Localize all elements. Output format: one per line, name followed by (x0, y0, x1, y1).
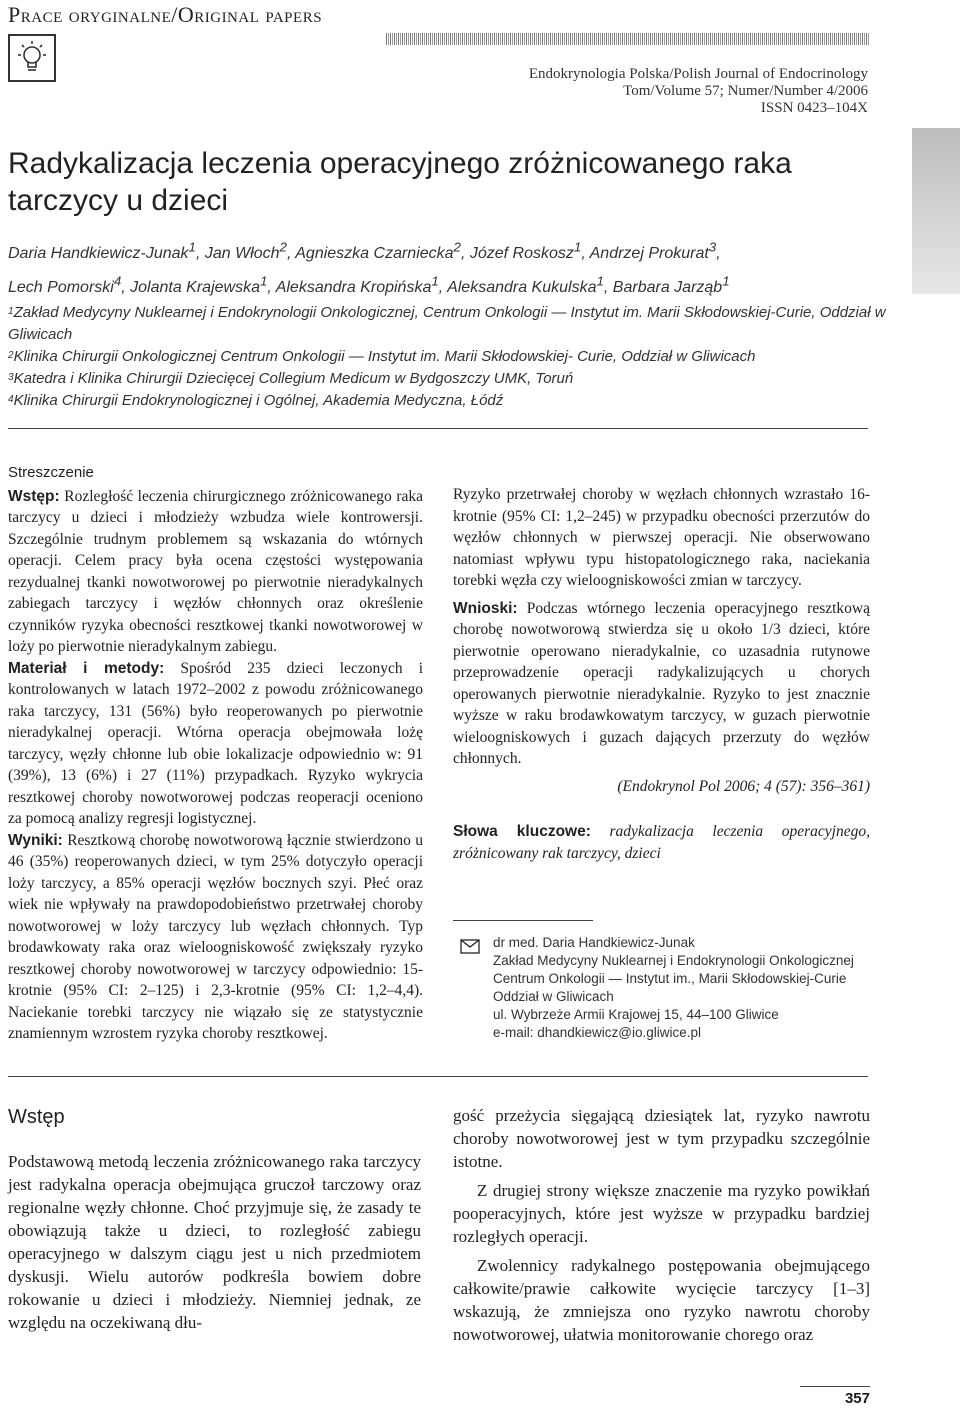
affiliation: $^1$Zakład Medycyny Nuklearnej i Endokrynologii Onkologicznej, Centrum Onkologii — Instytut im. Marii Skłodowskiej-Curie, Oddział w Gliwicach (8, 304, 886, 343)
correspondence-email: e-mail: dhandkiewicz@io.gliwice.pl (493, 1025, 702, 1040)
divider (8, 1076, 868, 1077)
author: Andrzej Prokurat$^3$, (589, 240, 721, 263)
affiliation-list (8, 302, 888, 412)
envelope-icon (455, 935, 485, 959)
author: Aleksandra Kukulska$^1$, (447, 273, 613, 296)
author: Barbara Jarząb$^1$ (612, 273, 730, 296)
intro-paragraph: Z drugiej strony większe znaczenie ma ryzyko powikłań pooperacyjnych, które jest wyższe w przypadku bardziej rozległych operacji. (453, 1181, 870, 1246)
divider (8, 428, 868, 429)
author-list (8, 234, 888, 301)
abstract-methods: Materiał i metody: Spośród 235 dzieci leczonych i kontrolowanych w latach 1972–2002 z powodu zróżnicowanego raka tarczycy, 131 (56%) było reoperowanych po pierwotnie nieradykalnej operacji. Wtórna operacja obejmowała lożę tarczycy, węzły chłonne lub obie lokalizacje odpowiednio w: 91 (39%), 13 (6%) i 27 (11%) przypadkach. Ryzyko wykrycia resztkowej choroby nowotworowej podczas reoperacji oceniono za pomocą analizy regresji logistycznej. (8, 659, 423, 827)
correspondence-line: ul. Wybrzeże Armii Krajowej 15, 44–100 Gliwice (493, 1007, 779, 1022)
intro-paragraph: gość przeżycia sięgającą dziesiątek lat, ryzyko nawrotu choroby nowotworowej jest w tym przypadku szczególnie istotne. (453, 1106, 870, 1171)
affiliation: $^4$Klinika Chirurgii Endokrynologicznej i Ogólnej, Akademia Medyczna, Łódź (8, 392, 504, 409)
header-stripe (386, 33, 870, 45)
abstract-left-column (8, 462, 423, 1045)
intro-left-column (8, 1150, 421, 1334)
intro-paragraph: Zwolennicy radykalnego postępowania obejmującego całkowite/prawie całkowite wycięcie tarczycy [1–3] wskazują, że zmniejsza ono ryzyko nawrotu choroby nowotworowej, ułatwia monitorowanie chorego oraz (453, 1256, 870, 1344)
journal-issn: ISSN 0423–104X (760, 100, 868, 116)
author: Jan Włoch$^2$, (204, 240, 296, 263)
abstract-conclusions: Wnioski: Podczas wtórnego leczenia operacyjnego resztkową chorobę nowotworową stwierdza się u około 1/3 dzieci, które pierwotnie operowano nieradykalnie, co uzasadnia rutynowe przeprowadzenie operacji radykalizujących u chorych operowanych pierwotnie nieradykalnie. Ryzyko to jest znacznie wyższe w raku brodawkowatym tarczycy, w guzach pierwotnie wieloogniskowych i guzach dających przerzuty do węzłów chłonnych. (453, 599, 870, 767)
correspondence-rule (453, 920, 593, 921)
abstract-results: Wyniki: Resztkową chorobę nowotworową łącznie stwierdzono u 46 (35%) reoperowanych dzieci, w tym 25% dotyczyło operacji loży tarczycy, a 85% operacji węzłów bocznych szyi. Płeć oraz wiek nie wpływały na prawdopodobieństwo przetrwałej choroby nowotworowej w loży tarczycy lub węzłach chłonnych. Typ brodawkowaty raka oraz wieloogniskowość zwiększały ryzyko resztkowej choroby nowotworowej w tarczycy odpowiednio: 15-krotnie (95% CI: 2–125) i 2,3-krotnie (95% CI: 1,2–4,4). Naciekanie torebki tarczycy nie wiązało się ze statystycznie znamiennym wzrostem ryzyka choroby resztkowej. (8, 831, 423, 1042)
author: Daria Handkiewicz-Junak$^1$, (8, 240, 205, 263)
author: Lech Pomorski$^4$, (8, 273, 131, 296)
abstract-heading: Streszczenie (8, 464, 94, 481)
footer-rule (800, 1386, 870, 1387)
author: Agnieszka Czarniecka$^2$, (295, 240, 470, 263)
journal-volume: Tom/Volume 57; Numer/Number 4/2006 (623, 83, 868, 99)
article-title: Radykalizacja leczenia operacyjnego zróżnicowanego raka tarczycy u dzieci (8, 147, 792, 217)
affiliation: $^3$Katedra i Klinika Chirurgii Dziecięcej Collegium Medicum w Bydgoszczy UMK, Toruń (8, 370, 574, 387)
correspondence-address (493, 934, 893, 1042)
abstract-right-column (453, 484, 870, 864)
author: Aleksandra Kropińska$^1$, (275, 273, 448, 296)
lightbulb-icon (8, 34, 56, 82)
affiliation: $^2$Klinika Chirurgii Onkologicznej Centrum Onkologii — Instytut im. Marii Skłodowskiej- Curie, Oddział w Gliwicach (8, 348, 756, 365)
keywords: Słowa kluczowe: radykalizacja leczenia operacyjnego, zróżnicowany rak tarczycy, dzieci (453, 823, 870, 862)
intro-right-column (453, 1104, 870, 1346)
section-label: Prace oryginalne/Original papers (8, 2, 323, 27)
correspondence-line: Zakład Medycyny Nuklearnej i Endokrynologii Onkologicznej (493, 953, 854, 968)
intro-heading: Wstęp (8, 1106, 65, 1128)
citation: (Endokrynol Pol 2006; 4 (57): 356–361) (617, 777, 870, 795)
author: Jolanta Krajewska$^1$, (130, 273, 276, 296)
correspondence-name: dr med. Daria Handkiewicz-Junak (493, 935, 695, 950)
author: Józef Roskosz$^1$, (469, 240, 590, 263)
abstract-results-continued: Ryzyko przetrwałej choroby w węzłach chłonnych wzrastało 16-krotnie (95% CI: 1,2–245) w przypadku obecności przerzutów do węzłów chłonnych w pierwszej operacji. Nie obserwowano natomiast wpływu typu histopatologicznego raka, naciekania torebki węzła czy wieloogniskowości zmian w tarczycy. (453, 486, 870, 589)
abstract-intro: Wstęp: Rozległość leczenia chirurgicznego zróżnicowanego raka tarczycy u dzieci i młodzieży wzbudza wiele kontrowersji. Szczególnie trudnym problemem są wskazania do wtórnych operacji. Celem pracy była ocena częstości występowania rezydualnej tkanki nowotworowej po pierwotnie nieradykalnych zabiegach tarczycy i węzłów chłonnych oraz określenie czynników ryzyka obecności resztkowej tkanki nowotworowej w loży po pierwotnie nieradykalnym zabiegu. (8, 487, 423, 655)
correspondence-line: Oddział w Gliwicach (493, 989, 614, 1004)
page-edge-tab (912, 128, 960, 294)
correspondence-line: Centrum Onkologii — Instytut im., Marii Skłodowskiej-Curie (493, 971, 847, 986)
journal-info (529, 66, 868, 117)
intro-paragraph: Podstawową metodą leczenia zróżnicowanego raka tarczycy jest radykalna operacja obejmująca gruczoł tarczowy oraz regionalne węzły chłonne. Choć przyjmuje się, że zasady te obowiązują także u dzieci, to rozległość zabiegu operacyjnego w dalszym ciągu jest u nich przedmiotem dyskusji. Wielu autorów podkreśla bowiem dobre rokowanie u dzieci i młodzieży. Niemniej jednak, ze względu na oczekiwaną dłu- (8, 1152, 421, 1332)
page-number: 357 (844, 1390, 870, 1407)
journal-name: Endokrynologia Polska/Polish Journal of Endocrinology (528, 66, 868, 82)
